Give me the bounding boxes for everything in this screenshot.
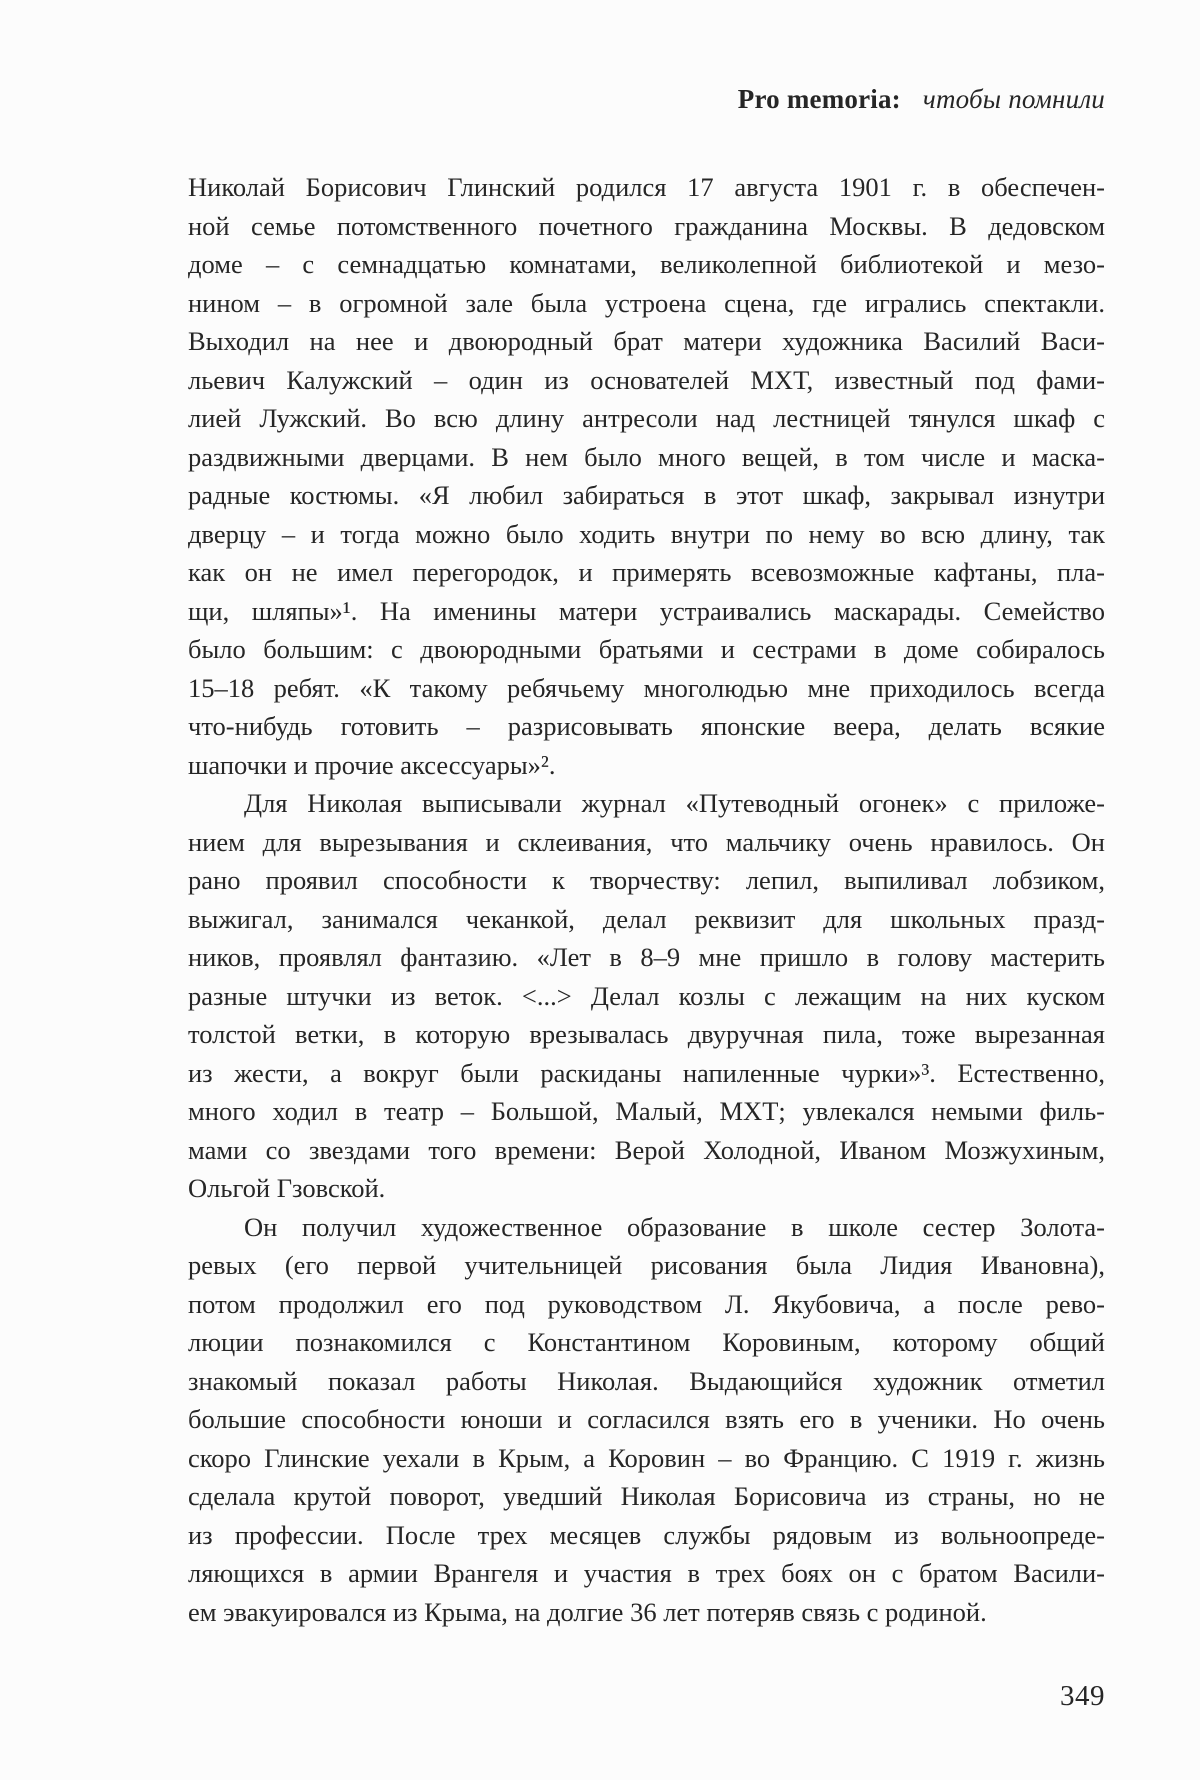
text-line: щи, шляпы»¹. На именины матери устраивались маскарады. Семейство xyxy=(188,595,1105,626)
text-line: радные костюмы. «Я любил забираться в этот шкаф, закрывал изнутри xyxy=(188,480,1105,510)
text-line: Ольгой Гзовской. xyxy=(188,1173,386,1203)
text-line: Для Николая выписывали журнал «Путеводный огонек» с приложе- xyxy=(244,788,1105,818)
text-line: выжигал, занимался чеканкой, делал реквизит для школьных празд- xyxy=(188,903,1105,934)
text-line: Выходил на нее и двоюродный брат матери художника Василий Васи- xyxy=(188,326,1105,356)
text-line: из профессии. После трех месяцев службы рядовым из вольноопреде- xyxy=(188,1519,1105,1550)
running-header-latin: Pro memoria: xyxy=(737,84,901,114)
text-line: лией Лужский. Во всю длину антресоли над лестницей тянулся шкаф с xyxy=(188,403,1105,433)
text-line: 15–18 ребят. «К такому ребячьему многолюдью мне приходилось всегда xyxy=(188,672,1105,703)
paragraph xyxy=(188,784,1105,1208)
running-header-cyrillic: чтобы помнили xyxy=(922,84,1105,114)
text-line: люции познакомился с Константином Коровиным, которому общий xyxy=(188,1327,1105,1357)
text-line: как он не имел перегородок, и примерять всевозможные кафтаны, пла- xyxy=(188,557,1105,587)
text-line: нином – в огромной зале была устроена сцена, где игрались спектакли. xyxy=(188,287,1105,318)
text-line: что-нибудь готовить – разрисовывать японские веера, делать всякие xyxy=(188,711,1105,741)
text-line: ников, проявлял фантазию. «Лет в 8–9 мне пришло в голову мастерить xyxy=(188,942,1105,972)
text-line: ем эвакуировался из Крыма, на долгие 36 лет потеряв связь с родиной. xyxy=(188,1596,987,1627)
text-line: шапочки и прочие аксессуары»². xyxy=(188,749,556,780)
paragraph xyxy=(188,168,1105,784)
text-line: ной семье потомственного почетного гражданина Москвы. В дедовском xyxy=(188,210,1105,241)
text-line: толстой ветки, в которую врезывалась двуручная пила, тоже вырезанная xyxy=(188,1019,1105,1049)
text-line: большие способности юноши и согласился взять его в ученики. Но очень xyxy=(188,1404,1105,1434)
text-line: Николай Борисович Глинский родился 17 августа 1901 г. в обеспечен- xyxy=(188,172,1105,202)
text-block xyxy=(188,168,1105,1631)
text-line: нием для вырезывания и склеивания, что мальчику очень нравилось. Он xyxy=(188,826,1105,857)
text-line: мами со звездами того времени: Верой Холодной, Иваном Мозжухиным, xyxy=(188,1134,1105,1165)
paragraph xyxy=(188,1208,1105,1632)
text-line: было большим: с двоюродными братьями и сестрами в доме собиралось xyxy=(188,634,1105,664)
text-line: ляющихся в армии Врангеля и участия в трех боях он с братом Васили- xyxy=(188,1558,1105,1588)
text-line: ревых (его первой учительницей рисования была Лидия Ивановна), xyxy=(188,1250,1105,1280)
text-line: Он получил художественное образование в школе сестер Золота- xyxy=(244,1211,1105,1242)
text-line: скоро Глинские уехали в Крым, а Коровин – во Францию. С 1919 г. жизнь xyxy=(188,1442,1105,1473)
text-line: разные штучки из веток. <...> Делал козлы с лежащим на них куском xyxy=(188,980,1105,1011)
text-line: из жести, а вокруг были раскиданы напиленные чурки»³. Естественно, xyxy=(188,1057,1105,1088)
text-line: сделала крутой поворот, уведший Николая Борисовича из страны, но не xyxy=(188,1481,1105,1511)
text-line: льевич Калужский – один из основателей МХТ, известный под фами- xyxy=(188,364,1105,395)
text-line: много ходил в театр – Большой, Малый, МХТ; увлекался немыми филь- xyxy=(188,1096,1105,1126)
text-line: доме – с семнадцатью комнатами, великолепной библиотекой и мезо- xyxy=(188,249,1105,279)
text-line: рано проявил способности к творчеству: лепил, выпиливал лобзиком, xyxy=(188,865,1105,895)
text-line: потом продолжил его под руководством Л. Якубовича, а после рево- xyxy=(188,1288,1105,1319)
text-line: раздвижными дверцами. В нем было много вещей, в том числе и маска- xyxy=(188,441,1105,472)
running-header xyxy=(738,84,1105,115)
page-number: 349 xyxy=(1060,1680,1105,1712)
text-line: знакомый показал работы Николая. Выдающийся художник отметил xyxy=(188,1365,1105,1396)
text-line: дверцу – и тогда можно было ходить внутри по нему во всю длину, так xyxy=(188,518,1105,549)
